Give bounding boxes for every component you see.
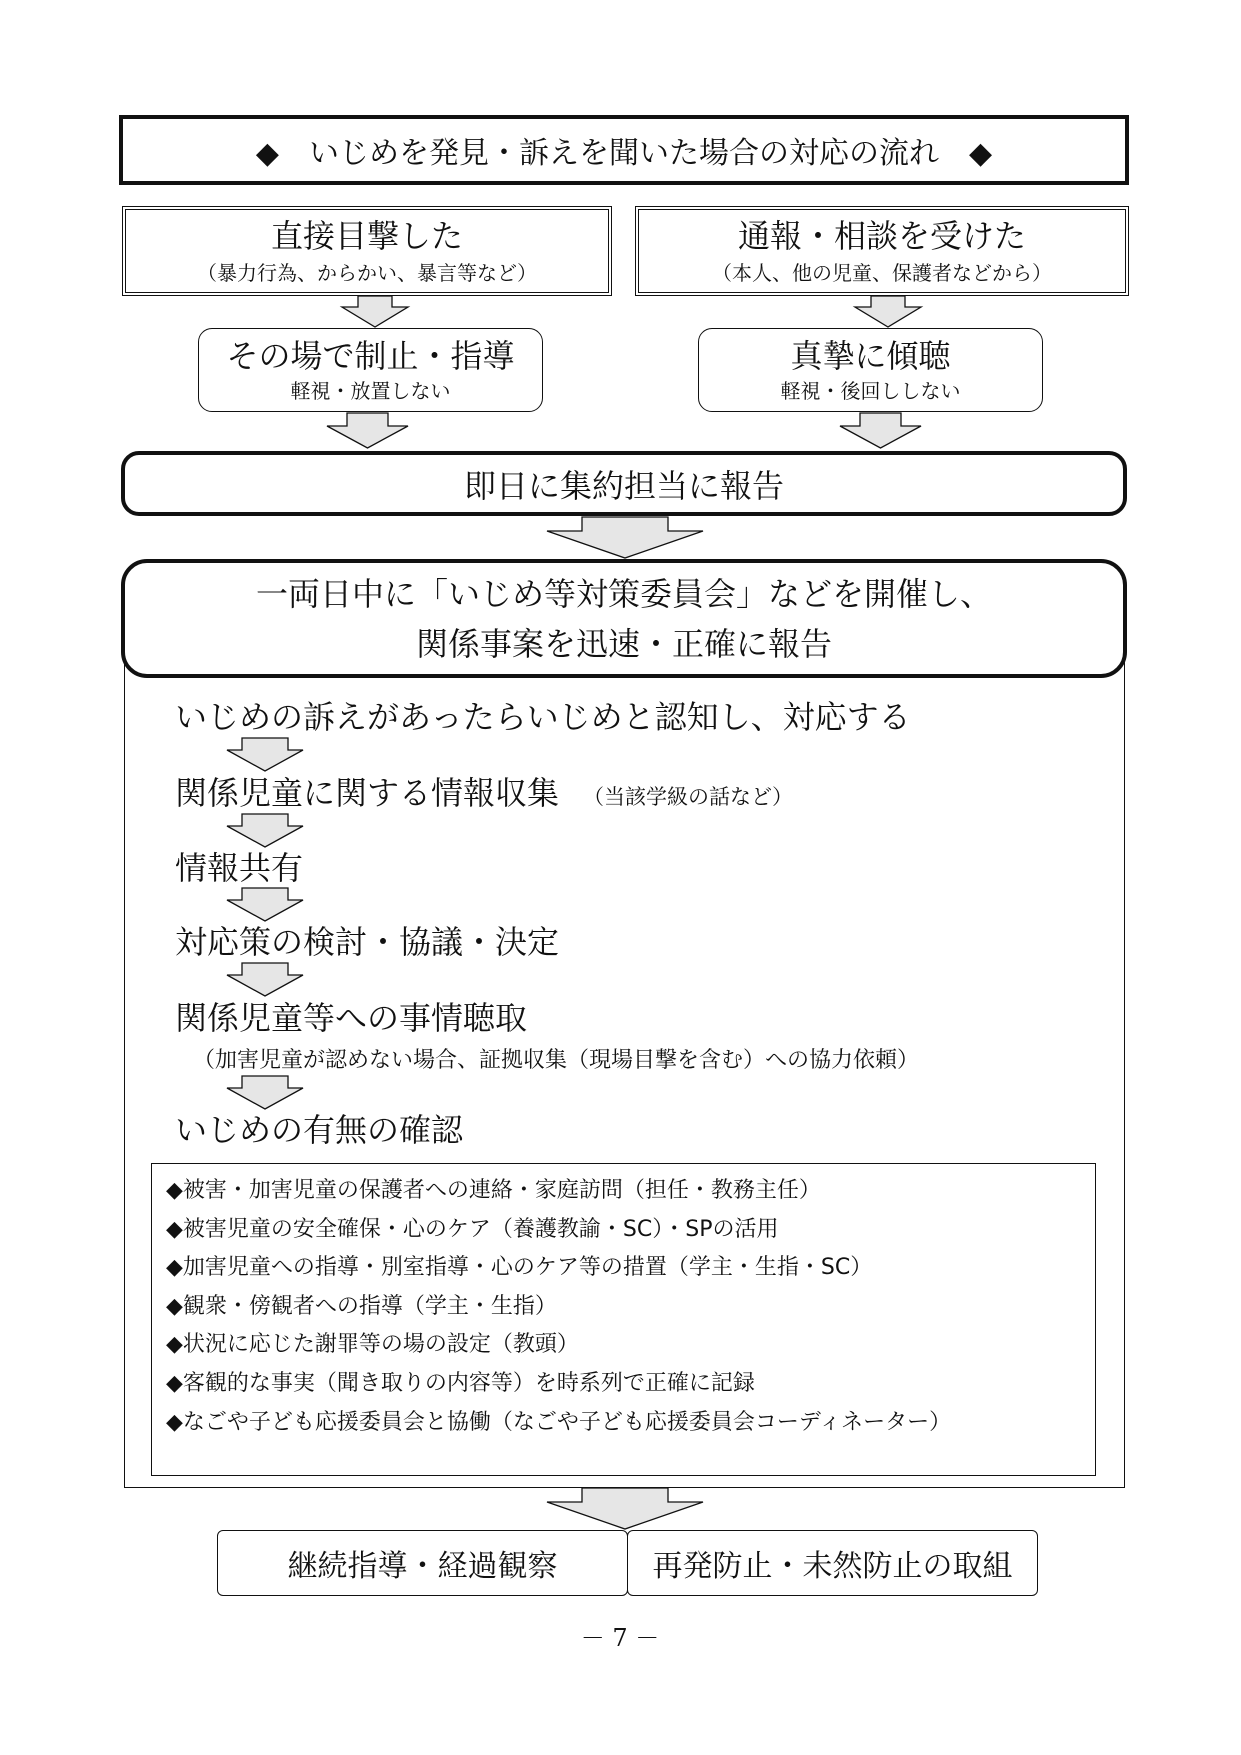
down-arrow-icon bbox=[838, 413, 923, 449]
step-gather-info: 関係児童に関する情報収集 （当該学級の話など） bbox=[175, 774, 794, 812]
action-item: ◆被害・加害児童の保護者への連絡・家庭訪問（担任・教務主任） bbox=[166, 1178, 821, 1203]
down-arrow-icon bbox=[853, 296, 923, 328]
flow-title: ◆ いじめを発見・訴えを聞いた場合の対応の流れ ◆ bbox=[255, 136, 993, 171]
step-decide-measures: 対応策の検討・協議・決定 bbox=[175, 923, 560, 961]
down-arrow-icon bbox=[225, 888, 305, 922]
action-item: ◆なごや子ども応援委員会と協働（なごや子ども応援委員会コーディネーター） bbox=[166, 1409, 952, 1435]
committee-line-2: 関係事案を迅速・正確に報告 bbox=[415, 624, 832, 663]
actions-box bbox=[151, 1163, 1096, 1476]
listen-sincerely-box bbox=[698, 328, 1043, 412]
action-item: ◆状況に応じた謝罪等の場の設定（教頭） bbox=[166, 1332, 579, 1358]
received-report-box bbox=[635, 206, 1129, 296]
down-arrow-icon bbox=[545, 517, 705, 559]
stop-and-guide-label: その場で制止・指導 bbox=[226, 337, 515, 375]
page-number: － 7 － bbox=[580, 1623, 660, 1652]
listen-sincerely-note: 軽視・後回ししない bbox=[780, 379, 961, 403]
same-day-report-box bbox=[121, 451, 1127, 516]
down-arrow-icon bbox=[340, 296, 410, 328]
step-confirm-bullying: いじめの有無の確認 bbox=[175, 1111, 464, 1149]
stop-and-guide-box bbox=[198, 328, 543, 412]
down-arrow-icon bbox=[325, 413, 410, 449]
committee-box bbox=[121, 559, 1127, 678]
action-item: ◆観衆・傍観者への指導（学主・生指） bbox=[166, 1293, 557, 1319]
same-day-report-label: 即日に集約担当に報告 bbox=[463, 466, 784, 505]
committee-line-1: 一両日中に「いじめ等対策委員会」などを開催し、 bbox=[255, 574, 992, 613]
flow-title-box bbox=[119, 115, 1129, 185]
stop-and-guide-note: 軽視・放置しない bbox=[290, 379, 451, 403]
action-item: ◆客観的な事実（聞き取りの内容等）を時系列で正確に記録 bbox=[166, 1370, 755, 1396]
ongoing-guidance-box bbox=[217, 1530, 628, 1596]
received-report-label: 通報・相談を受けた bbox=[737, 217, 1026, 255]
down-arrow-icon bbox=[225, 814, 305, 848]
witnessed-directly-label: 直接目撃した bbox=[270, 217, 463, 255]
step-recognize: いじめの訴えがあったらいじめと認知し、対応する bbox=[175, 698, 911, 736]
action-item: ◆被害児童の安全確保・心のケア（養護教諭・SC）・SPの活用 bbox=[166, 1216, 779, 1242]
down-arrow-icon bbox=[225, 1076, 305, 1110]
listen-sincerely-label: 真摯に傾聴 bbox=[790, 337, 951, 375]
witnessed-directly-examples: （暴力行為、からかい、暴言等など） bbox=[197, 261, 537, 285]
down-arrow-icon bbox=[225, 738, 305, 772]
down-arrow-icon bbox=[545, 1488, 705, 1530]
prevention-box bbox=[627, 1530, 1038, 1596]
down-arrow-icon bbox=[225, 963, 305, 997]
step-interview: 関係児童等への事情聴取 bbox=[175, 999, 528, 1037]
ongoing-guidance-label: 継続指導・経過観察 bbox=[287, 1549, 558, 1584]
prevention-label: 再発防止・未然防止の取組 bbox=[652, 1549, 1013, 1584]
step-interview-note: （加害児童が認めない場合、証拠収集（現場目撃を含む）への協力依頼） bbox=[193, 1048, 920, 1073]
step-share-info: 情報共有 bbox=[175, 849, 304, 887]
action-item: ◆加害児童への指導・別室指導・心のケア等の措置（学主・生指・SC） bbox=[166, 1255, 873, 1281]
witnessed-directly-box bbox=[122, 206, 612, 296]
step-gather-info-note: （当該学級の話など） bbox=[583, 785, 794, 809]
received-report-sources: （本人、他の児童、保護者などから） bbox=[712, 261, 1052, 285]
